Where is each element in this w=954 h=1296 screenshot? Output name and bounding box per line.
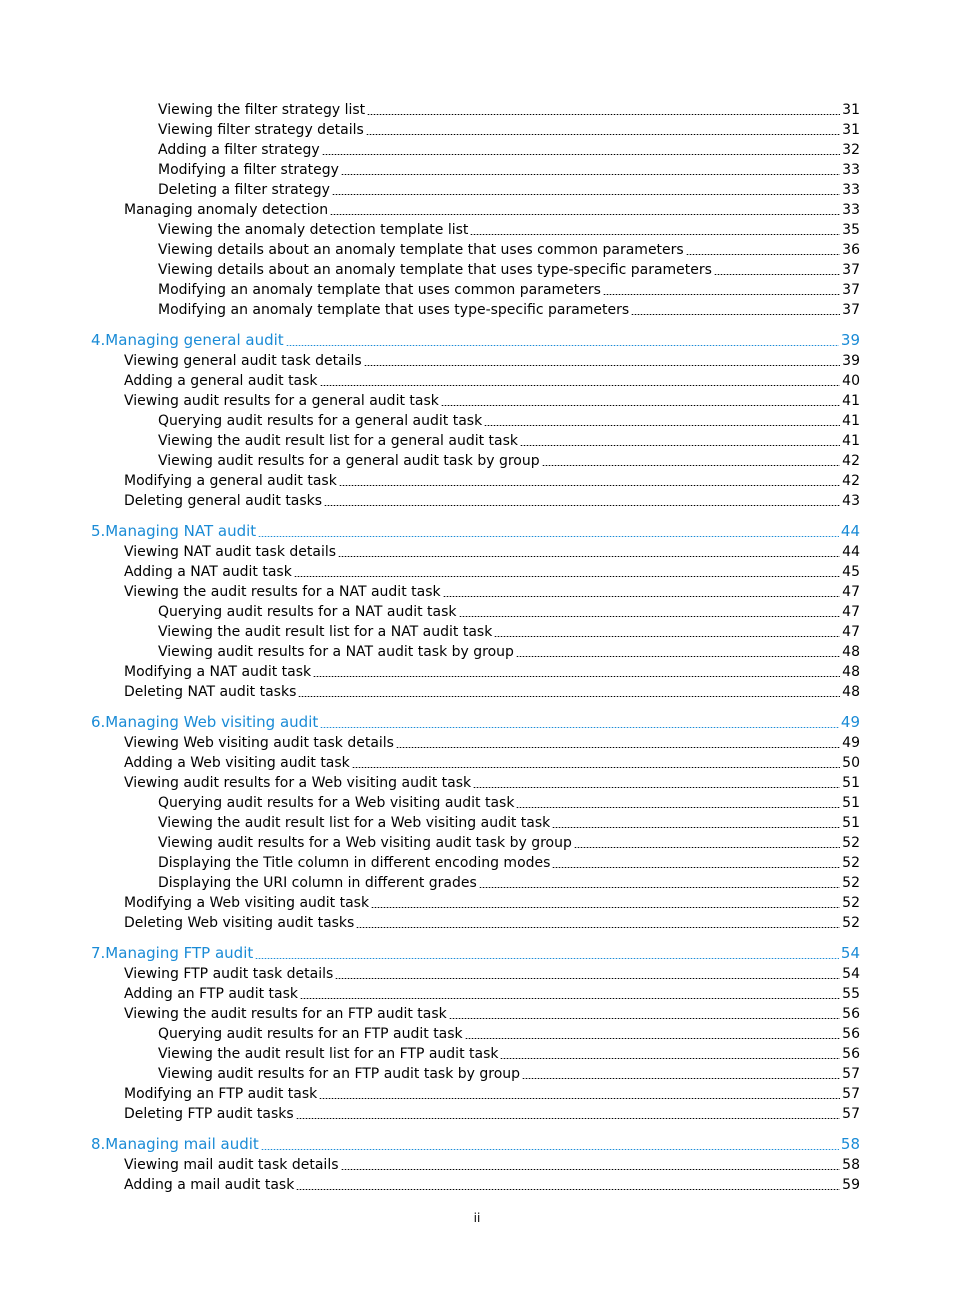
toc-dot-leader: [298, 696, 840, 697]
toc-entry-title: Adding an FTP audit task: [124, 986, 298, 1002]
toc-section-link[interactable]: [0, 391, 954, 411]
toc-entry-page-number: 41: [842, 393, 860, 409]
toc-entry-title: Viewing audit results for a general audit task: [124, 393, 439, 409]
toc-entry-title: Viewing details about an anomaly template that uses type-specific parameters: [158, 262, 712, 278]
toc-entry-page-number: 54: [840, 944, 860, 962]
toc-entry-page-number: 48: [842, 684, 860, 700]
toc-dot-leader: [494, 636, 840, 637]
toc-section-link[interactable]: [0, 753, 954, 773]
toc-section-link[interactable]: [0, 371, 954, 391]
toc-dot-leader: [319, 1098, 840, 1099]
toc-entry-title: Viewing audit results for a NAT audit task by group: [158, 644, 514, 660]
toc-chapter-link[interactable]: [0, 1134, 954, 1155]
toc-dot-leader: [603, 294, 840, 295]
toc-section-link[interactable]: [0, 642, 954, 662]
toc-dot-leader: [473, 787, 840, 788]
toc-entry-title: Viewing the audit result list for a general audit task: [158, 433, 519, 449]
toc-entry-page-number: 49: [842, 735, 860, 751]
toc-chapter-link[interactable]: [0, 712, 954, 733]
toc-entry-page-number: 41: [842, 433, 860, 449]
toc-dot-leader: [341, 1169, 841, 1170]
toc-section-link[interactable]: [0, 1044, 954, 1064]
toc-dot-leader: [465, 1038, 841, 1039]
toc-section-link[interactable]: [0, 622, 954, 642]
toc-entry-title: Viewing NAT audit task details: [124, 544, 337, 560]
toc-chapter-link[interactable]: [0, 330, 954, 351]
toc-dot-leader: [366, 134, 840, 135]
toc-entry-page-number: 52: [842, 875, 860, 891]
toc-section-link[interactable]: [0, 280, 954, 300]
toc-entry-page-number: 48: [842, 644, 860, 660]
toc-entry-title: Adding a Web visiting audit task: [124, 755, 350, 771]
toc-entry-title: 7.Managing FTP audit: [91, 944, 254, 962]
toc-dot-leader: [322, 154, 841, 155]
toc-entry-title: Querying audit results for a NAT audit task: [158, 604, 457, 620]
toc-section-link[interactable]: [0, 200, 954, 220]
toc-section-link[interactable]: [0, 793, 954, 813]
toc-dot-leader: [574, 847, 840, 848]
toc-entry-title: Viewing FTP audit task details: [124, 966, 334, 982]
toc-entry-page-number: 43: [842, 493, 860, 509]
toc-entry-title: Viewing the audit result list for a NAT audit task: [158, 624, 493, 640]
toc-entry-page-number: 45: [842, 564, 860, 580]
toc-entry-page-number: 40: [842, 373, 860, 389]
toc-entry-title: Displaying the URI column in different grades: [158, 875, 477, 891]
toc-entry-page-number: 36: [842, 242, 860, 258]
toc-entry-title: 4.Managing general audit: [91, 331, 284, 349]
toc-dot-leader: [338, 556, 840, 557]
toc-dot-leader: [522, 1078, 840, 1079]
toc-entry-page-number: 37: [842, 282, 860, 298]
toc-dot-leader: [500, 1058, 840, 1059]
toc-entry-page-number: 33: [842, 162, 860, 178]
toc-section-link[interactable]: [0, 853, 954, 873]
toc-dot-leader: [441, 405, 840, 406]
toc-dot-leader: [479, 887, 840, 888]
toc-section-link[interactable]: [0, 471, 954, 491]
toc-section-link[interactable]: [0, 240, 954, 260]
toc-entry-title: Deleting NAT audit tasks: [124, 684, 297, 700]
toc-entry-title: Querying audit results for an FTP audit task: [158, 1026, 463, 1042]
toc-section-link[interactable]: [0, 140, 954, 160]
toc-entry-title: Deleting Web visiting audit tasks: [124, 915, 355, 931]
toc-entry-title: Adding a NAT audit task: [124, 564, 292, 580]
toc-dot-leader: [341, 174, 840, 175]
toc-dot-leader: [459, 616, 841, 617]
toc-dot-leader: [520, 445, 840, 446]
toc-entry-page-number: 31: [842, 122, 860, 138]
toc-dot-leader: [470, 234, 840, 235]
toc-dot-leader: [286, 345, 839, 346]
toc-section-link[interactable]: [0, 662, 954, 682]
toc-entry-title: Viewing audit results for a Web visiting audit task by group: [158, 835, 572, 851]
toc-entry-page-number: 37: [842, 262, 860, 278]
toc-section-link[interactable]: [0, 451, 954, 471]
toc-section-link[interactable]: [0, 411, 954, 431]
toc-section-link[interactable]: [0, 260, 954, 280]
toc-entry-title: Viewing mail audit task details: [124, 1157, 339, 1173]
toc-entry-title: Querying audit results for a Web visiting audit task: [158, 795, 515, 811]
toc-entry-title: 6.Managing Web visiting audit: [91, 713, 319, 731]
toc-entry-title: Modifying an anomaly template that uses common parameters: [158, 282, 601, 298]
toc-dot-leader: [320, 727, 839, 728]
toc-section-link[interactable]: [0, 220, 954, 240]
toc-section-link[interactable]: [0, 100, 954, 120]
toc-entry-page-number: 54: [842, 966, 860, 982]
toc-section-link[interactable]: [0, 682, 954, 702]
toc-entry-title: Deleting general audit tasks: [124, 493, 323, 509]
toc-entry-page-number: 51: [842, 775, 860, 791]
toc-entry-title: Viewing the filter strategy list: [158, 102, 366, 118]
toc-dot-leader: [714, 274, 840, 275]
toc-dot-leader: [300, 998, 840, 999]
toc-entry-page-number: 32: [842, 142, 860, 158]
toc-entry-page-number: 51: [842, 795, 860, 811]
toc-section-link[interactable]: [0, 602, 954, 622]
toc-dot-leader: [320, 385, 841, 386]
toc-dot-leader: [352, 767, 840, 768]
toc-entry-title: Viewing filter strategy details: [158, 122, 364, 138]
toc-entry-page-number: 58: [840, 1135, 860, 1153]
toc-dot-leader: [339, 485, 840, 486]
toc-entry-page-number: 56: [842, 1046, 860, 1062]
toc-entry-page-number: 56: [842, 1026, 860, 1042]
toc-dot-leader: [364, 365, 840, 366]
toc-entry-page-number: 39: [842, 353, 860, 369]
toc-section-link[interactable]: [0, 984, 954, 1004]
toc-entry-title: Viewing the audit result list for a Web visiting audit task: [158, 815, 551, 831]
toc-entry-title: Viewing general audit task details: [124, 353, 362, 369]
toc-section-link[interactable]: [0, 300, 954, 320]
toc-entry-title: Viewing details about an anomaly template that uses common parameters: [158, 242, 684, 258]
toc-entry-title: Viewing audit results for an FTP audit task by group: [158, 1066, 521, 1082]
toc-section-link[interactable]: [0, 1084, 954, 1104]
toc-entry-title: Displaying the Title column in different encoding modes: [158, 855, 551, 871]
toc-section-link[interactable]: [0, 913, 954, 933]
toc-entry-title: Modifying a NAT audit task: [124, 664, 312, 680]
toc-entry-page-number: 58: [842, 1157, 860, 1173]
toc-entry-title: Deleting a filter strategy: [158, 182, 330, 198]
toc-entry-page-number: 56: [842, 1006, 860, 1022]
toc-dot-leader: [484, 425, 840, 426]
toc-dot-leader: [294, 576, 840, 577]
toc-entry-page-number: 55: [842, 986, 860, 1002]
toc-entry-page-number: 47: [842, 604, 860, 620]
toc-section-link[interactable]: [0, 1024, 954, 1044]
toc-entry-title: Modifying an FTP audit task: [124, 1086, 318, 1102]
toc-entry-title: Viewing the anomaly detection template list: [158, 222, 469, 238]
toc-section-link[interactable]: [0, 120, 954, 140]
toc-section-link[interactable]: [0, 542, 954, 562]
toc-dot-leader: [443, 596, 841, 597]
toc-entry-page-number: 47: [842, 624, 860, 640]
toc-entry-page-number: 44: [842, 544, 860, 560]
toc-section-link[interactable]: [0, 491, 954, 511]
toc-dot-leader: [255, 958, 839, 959]
toc-dot-leader: [396, 747, 840, 748]
toc-entry-title: 5.Managing NAT audit: [91, 522, 257, 540]
toc-section-link[interactable]: [0, 773, 954, 793]
toc-entry-page-number: 52: [842, 915, 860, 931]
toc-dot-leader: [258, 536, 839, 537]
toc-dot-leader: [516, 656, 840, 657]
toc-dot-leader: [296, 1118, 841, 1119]
toc-entry-title: Modifying a Web visiting audit task: [124, 895, 370, 911]
toc-entry-title: 8.Managing mail audit: [91, 1135, 259, 1153]
toc-section-link[interactable]: [0, 562, 954, 582]
toc-entry-page-number: 57: [842, 1106, 860, 1122]
toc-entry-title: Managing anomaly detection: [124, 202, 329, 218]
toc-entry-title: Querying audit results for a general audit task: [158, 413, 483, 429]
toc-dot-leader: [367, 114, 840, 115]
toc-chapter-link[interactable]: [0, 521, 954, 542]
toc-entry-page-number: 57: [842, 1086, 860, 1102]
toc-entry-title: Viewing the audit result list for an FTP audit task: [158, 1046, 499, 1062]
toc-section-link[interactable]: [0, 351, 954, 371]
toc-entry-title: Deleting FTP audit tasks: [124, 1106, 294, 1122]
toc-section-link[interactable]: [0, 1064, 954, 1084]
toc-dot-leader: [313, 676, 840, 677]
toc-entry-page-number: 42: [842, 453, 860, 469]
toc-entry-title: Viewing audit results for a general audit task by group: [158, 453, 540, 469]
toc-section-link[interactable]: [0, 893, 954, 913]
toc-dot-leader: [686, 254, 840, 255]
toc-entry-title: Modifying an anomaly template that uses type-specific parameters: [158, 302, 630, 318]
toc-entry-title: Viewing audit results for a Web visiting audit task: [124, 775, 472, 791]
toc-dot-leader: [330, 214, 840, 215]
toc-dot-leader: [552, 867, 840, 868]
toc-entry-page-number: 59: [842, 1177, 860, 1193]
toc-section-link[interactable]: [0, 1175, 954, 1195]
page-number: ii: [473, 1211, 481, 1225]
toc-dot-leader: [296, 1189, 840, 1190]
toc-dot-leader: [356, 927, 840, 928]
toc-section-link[interactable]: [0, 431, 954, 451]
toc-section-link[interactable]: [0, 833, 954, 853]
toc-section-link[interactable]: [0, 813, 954, 833]
toc-entry-page-number: 52: [842, 835, 860, 851]
toc-entry-page-number: 57: [842, 1066, 860, 1082]
toc-section-link[interactable]: [0, 964, 954, 984]
toc-dot-leader: [324, 505, 840, 506]
toc-entry-page-number: 47: [842, 584, 860, 600]
toc-dot-leader: [449, 1018, 840, 1019]
toc-entry-page-number: 44: [840, 522, 860, 540]
toc-entry-title: Adding a filter strategy: [158, 142, 320, 158]
table-of-contents: [0, 100, 954, 1195]
toc-entry-page-number: 49: [840, 713, 860, 731]
toc-section-link[interactable]: [0, 582, 954, 602]
toc-entry-page-number: 39: [840, 331, 860, 349]
toc-entry-page-number: 33: [842, 202, 860, 218]
toc-section-link[interactable]: [0, 1104, 954, 1124]
toc-entry-title: Modifying a general audit task: [124, 473, 337, 489]
toc-chapter-link[interactable]: [0, 943, 954, 964]
toc-entry-page-number: 33: [842, 182, 860, 198]
toc-dot-leader: [261, 1149, 839, 1150]
toc-entry-page-number: 51: [842, 815, 860, 831]
toc-section-link[interactable]: [0, 160, 954, 180]
toc-entry-page-number: 50: [842, 755, 860, 771]
toc-entry-title: Viewing the audit results for a NAT audit task: [124, 584, 441, 600]
toc-dot-leader: [631, 314, 840, 315]
toc-section-link[interactable]: [0, 1004, 954, 1024]
toc-entry-page-number: 37: [842, 302, 860, 318]
toc-dot-leader: [552, 827, 840, 828]
toc-entry-page-number: 31: [842, 102, 860, 118]
toc-entry-page-number: 48: [842, 664, 860, 680]
toc-section-link[interactable]: [0, 733, 954, 753]
toc-dot-leader: [371, 907, 840, 908]
toc-dot-leader: [542, 465, 841, 466]
toc-entry-title: Adding a general audit task: [124, 373, 318, 389]
toc-entry-title: Modifying a filter strategy: [158, 162, 339, 178]
toc-entry-title: Adding a mail audit task: [124, 1177, 295, 1193]
toc-section-link[interactable]: [0, 180, 954, 200]
toc-section-link[interactable]: [0, 1155, 954, 1175]
toc-entry-title: Viewing Web visiting audit task details: [124, 735, 394, 751]
toc-entry-page-number: 35: [842, 222, 860, 238]
toc-entry-page-number: 52: [842, 895, 860, 911]
toc-entry-page-number: 41: [842, 413, 860, 429]
toc-dot-leader: [335, 978, 840, 979]
toc-entry-page-number: 42: [842, 473, 860, 489]
toc-entry-page-number: 52: [842, 855, 860, 871]
toc-dot-leader: [516, 807, 840, 808]
toc-section-link[interactable]: [0, 873, 954, 893]
toc-dot-leader: [332, 194, 840, 195]
toc-entry-title: Viewing the audit results for an FTP audit task: [124, 1006, 447, 1022]
